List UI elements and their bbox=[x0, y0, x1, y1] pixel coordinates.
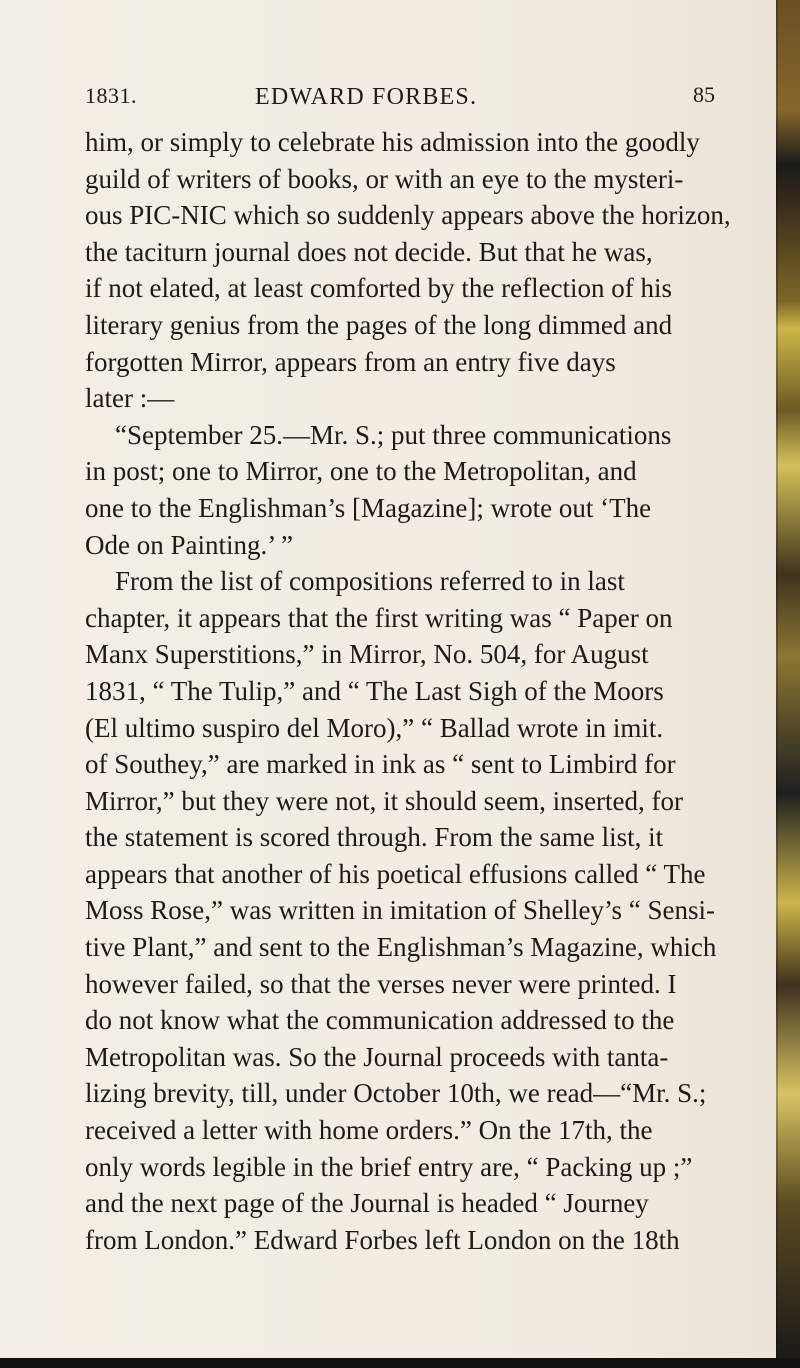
text-line: literary genius from the pages of the long dimmed and bbox=[85, 309, 673, 340]
text-line: From the list of compositions referred to in last bbox=[115, 566, 625, 597]
text-line: him, or simply to celebrate his admission into the goodly bbox=[85, 127, 700, 157]
text-line: in post; one to Mirror, one to the Metropolitan, and bbox=[85, 456, 637, 487]
text-line: only words legible in the brief entry are, “ Packing up ;” bbox=[85, 1151, 693, 1182]
book-edge-right bbox=[776, 0, 800, 1368]
text-line: Metropolitan was. So the Journal proceeds with tanta- bbox=[85, 1041, 669, 1072]
text-line: tive Plant,” and sent to the Englishman’s Magazine, which bbox=[85, 932, 717, 963]
text-line: Ode on Painting.’ ” bbox=[85, 529, 293, 560]
text-line: if not elated, at least comforted by the reflection of his bbox=[85, 273, 673, 304]
header-year: 1831. bbox=[85, 83, 137, 108]
text-line: ous PIC-NIC which so suddenly appears above the horizon, bbox=[85, 200, 731, 231]
book-edge-bottom bbox=[0, 1358, 800, 1368]
text-line: Mirror,” but they were not, it should seem, inserted, for bbox=[85, 785, 684, 816]
text-line: lizing brevity, till, under October 10th, we read—“Mr. S.; bbox=[85, 1078, 707, 1109]
text-line: chapter, it appears that the first writing was “ Paper on bbox=[85, 602, 673, 633]
text-line: 1831, “ The Tulip,” and “ The Last Sigh of the Moors bbox=[85, 675, 664, 706]
text-line: of Southey,” are marked in ink as “ sent to Limbird for bbox=[85, 749, 676, 780]
text-line: one to the Englishman’s [Magazine]; wrote out ‘The bbox=[85, 492, 652, 523]
text-line: forgotten Mirror, appears from an entry five days bbox=[85, 346, 616, 377]
text-line: Moss Rose,” was written in imitation of Shelley’s “ Sensi- bbox=[85, 895, 715, 926]
text-line: from London.” Edward Forbes left London on the 18th bbox=[85, 1224, 680, 1255]
body-text bbox=[85, 124, 731, 1258]
text-line: received a letter with home orders.” On the 17th, the bbox=[85, 1115, 653, 1146]
text-line: however failed, so that the verses never were printed. I bbox=[85, 968, 677, 999]
text-line: “September 25.—Mr. S.; put three communications bbox=[115, 419, 672, 450]
text-line: do not know what the communication addressed to the bbox=[85, 1005, 675, 1036]
text-line: the statement is scored through. From the same list, it bbox=[85, 822, 664, 853]
header-title: EDWARD FORBES. bbox=[255, 84, 478, 110]
text-line: (El ultimo suspiro del Moro),” “ Ballad wrote in imit. bbox=[85, 712, 664, 743]
page-number: 85 bbox=[693, 82, 715, 107]
text-line: the taciturn journal does not decide. But that he was, bbox=[85, 236, 653, 267]
text-line: guild of writers of books, or with an eye to the mysteri- bbox=[85, 163, 684, 194]
page-header bbox=[85, 82, 715, 110]
text-line: and the next page of the Journal is headed “ Journey bbox=[85, 1188, 649, 1219]
text-line: appears that another of his poetical effusions called “ The bbox=[85, 858, 706, 889]
text-line: Manx Superstitions,” in Mirror, No. 504, for August bbox=[85, 639, 649, 670]
text-line: later :— bbox=[85, 383, 175, 414]
